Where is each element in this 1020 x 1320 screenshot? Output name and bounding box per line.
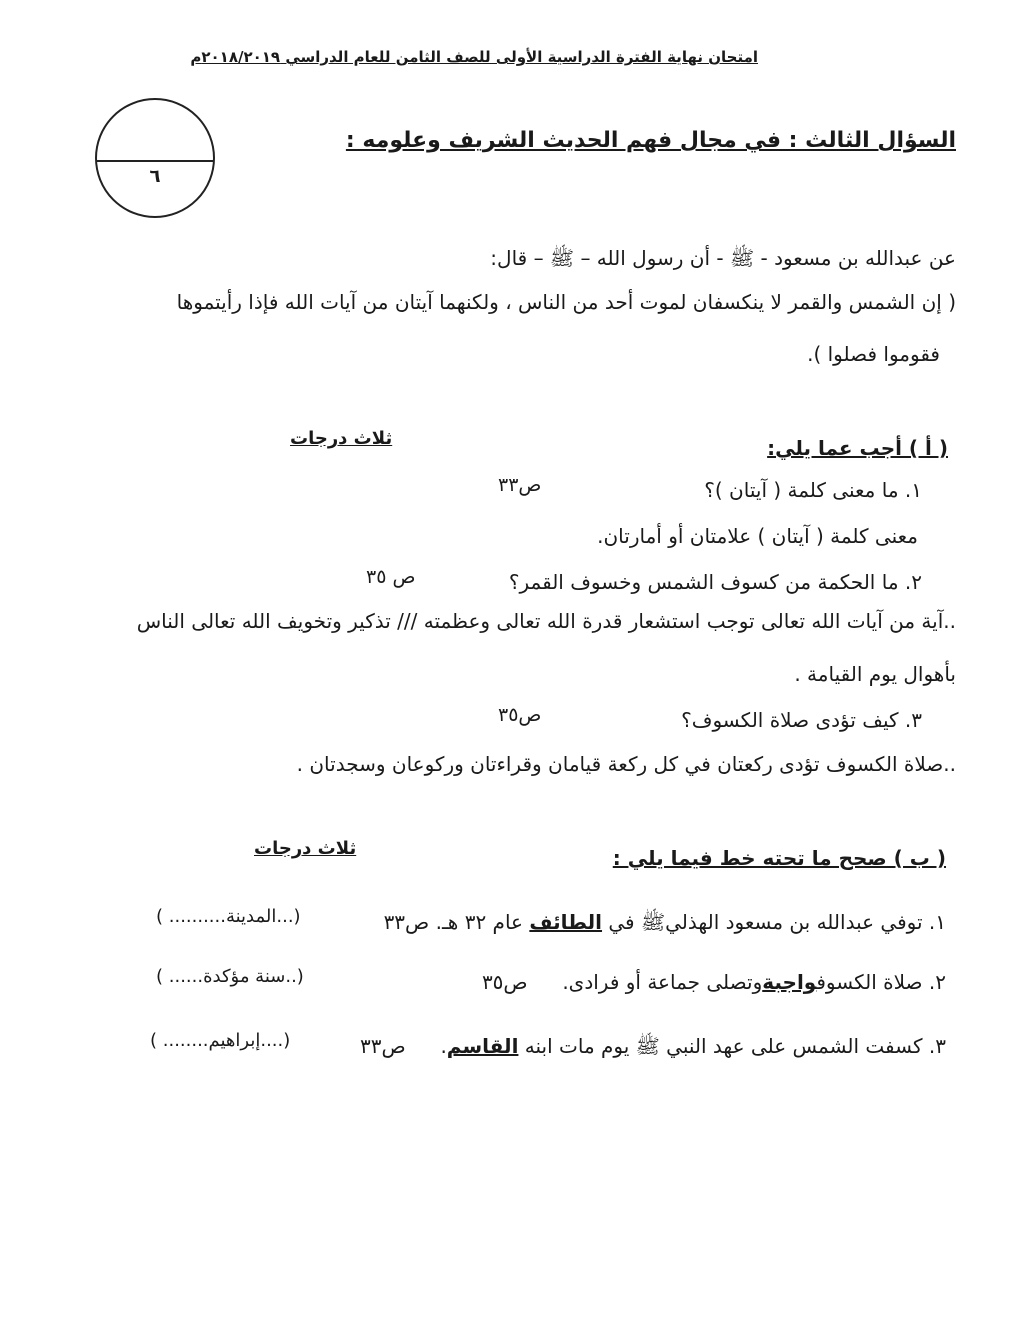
section-a-question-3: ٣. كيف تؤدى صلاة الكسوف؟ bbox=[681, 708, 922, 732]
exam-header: امتحان نهاية الفترة الدراسية الأولى للصف الثامن للعام الدراسي ٢٠١٨/٢٠١٩م bbox=[190, 48, 758, 66]
section-a-question-2: ٢. ما الحكمة من كسوف الشمس وخسوف القمر؟ bbox=[508, 570, 922, 594]
section-a-answer-3: ..صلاة الكسوف تؤدى ركعتان في كل ركعة قيامان وقراءتان وركوعان وسجدتان . bbox=[296, 752, 956, 776]
section-b-item-3-after: . bbox=[440, 1034, 447, 1058]
section-b-item-1-before: ١. توفي عبدالله بن مسعود الهذليﷺ في bbox=[608, 910, 946, 934]
section-a-answer-2-continued: بأهوال يوم القيامة . bbox=[794, 662, 956, 686]
section-b-item-3-before: ٣. كسفت الشمس على عهد النبي ﷺ يوم مات ابنه bbox=[524, 1034, 946, 1058]
section-b-item-3-page: ص٣٣ bbox=[360, 1034, 406, 1058]
section-b-title: ( ب ) صحح ما تحته خط فيما يلي : bbox=[612, 846, 946, 870]
grade-divider-line bbox=[97, 160, 213, 162]
hadith-text-line-2: فقوموا فصلوا ). bbox=[807, 342, 940, 366]
section-a-question-3-page: ص٣٥ bbox=[498, 704, 542, 726]
section-a-answer-1: معنى كلمة ( آيتان ) علامتان أو أمارتان. bbox=[597, 524, 918, 548]
grade-circle bbox=[95, 98, 215, 218]
hadith-text-line-1: ( إن الشمس والقمر لا ينكسفان لموت أحد من الناس ، ولكنهما آيتان من آيات الله فإذا رأيتموها bbox=[176, 290, 956, 314]
section-b-item-2-after: وتصلى جماعة أو فرادى. bbox=[562, 970, 763, 994]
section-b-item-2-underlined: واجبة bbox=[762, 970, 817, 994]
section-a-points: ثلاث درجات bbox=[290, 428, 393, 449]
section-b-item-1-after: عام ٣٢ هـ. bbox=[435, 910, 523, 934]
section-b-item-1-underlined: الطائف bbox=[529, 910, 603, 934]
section-a-question-1: ١. ما معنى كلمة ( آيتان )؟ bbox=[704, 478, 922, 502]
section-a-answer-2: ..آية من آيات الله تعالى توجب استشعار قدرة الله تعالى وعظمته /// تذكير وتخويف الله تعالى الناس bbox=[136, 609, 956, 633]
section-b-item-2 bbox=[482, 970, 946, 994]
grade-value: ٦ bbox=[149, 166, 161, 187]
section-b-item-1 bbox=[384, 910, 946, 939]
section-b-points: ثلاث درجات bbox=[254, 838, 357, 859]
section-b-item-2-before: ٢. صلاة الكسوف bbox=[816, 970, 946, 994]
section-b-item-3-underlined: القاسم bbox=[446, 1034, 519, 1058]
hadith-narrator: عن عبدالله بن مسعود - ﷺ - أن رسول الله – ﷺ – قال: bbox=[490, 246, 956, 270]
section-b-item-2-correction: (..سنة مؤكدة...... ) bbox=[156, 966, 304, 987]
section-b-item-3 bbox=[360, 1034, 946, 1063]
section-a-title: ( أ ) أجب عما يلي: bbox=[767, 436, 948, 460]
section-b-item-1-correction: (...المدينة.......... ) bbox=[156, 906, 301, 927]
question-title: السؤال الثالث : في مجال فهم الحديث الشريف وعلومه : bbox=[345, 128, 956, 153]
section-b-item-3-correction: (....إبراهيم........ ) bbox=[150, 1030, 291, 1051]
section-b-item-2-page: ص٣٥ bbox=[481, 970, 528, 994]
section-a-question-1-page: ص٣٣ bbox=[498, 474, 542, 496]
section-a-question-2-page: ص ٣٥ bbox=[366, 566, 416, 588]
section-b-item-1-page: ص٣٣ bbox=[383, 910, 430, 934]
